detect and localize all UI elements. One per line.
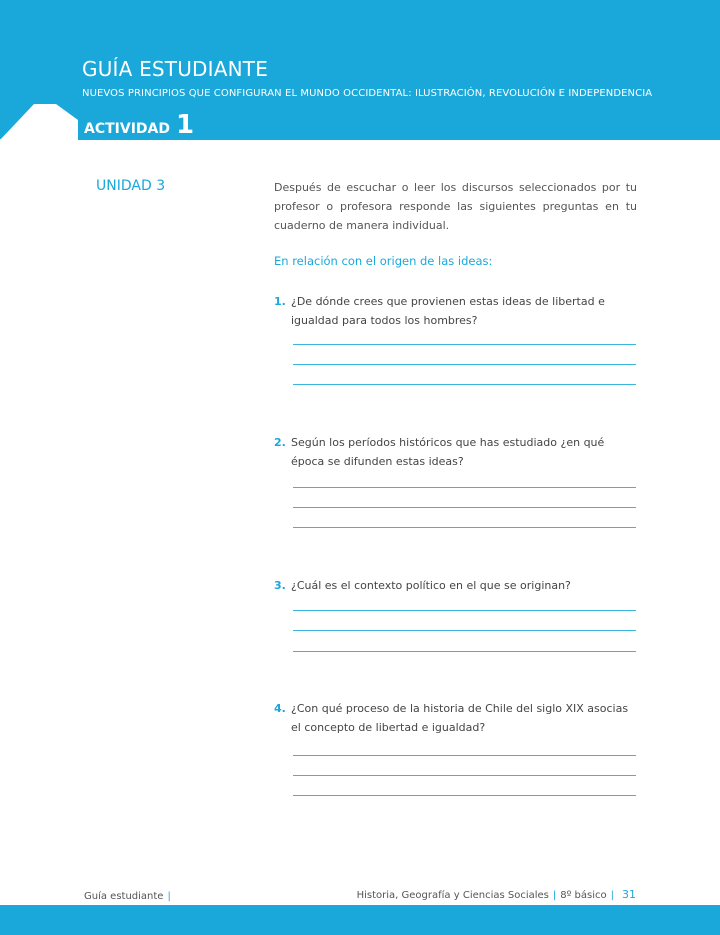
footer-right [357, 888, 636, 901]
question-text: Según los períodos históricos que has estudiado ¿en qué época se difunden estas ideas? [291, 436, 605, 468]
question-text: ¿Con qué proceso de la historia de Chile del siglo XIX asocias el concepto de libertad e igualdad? [291, 702, 629, 734]
question-number: 4. [274, 702, 286, 715]
activity-heading [84, 110, 194, 140]
footer-grade: 8º básico [560, 890, 607, 901]
question-4 [274, 699, 638, 737]
answer-line[interactable] [293, 795, 636, 796]
question-number: 3. [274, 579, 286, 592]
answer-line[interactable] [293, 610, 636, 611]
guide-title: GUÍA ESTUDIANTE [82, 57, 269, 81]
activity-notch [0, 104, 80, 140]
activity-number: 1 [176, 110, 195, 140]
answer-line[interactable] [293, 651, 636, 652]
activity-label: ACTIVIDAD [84, 121, 170, 137]
question-number: 2. [274, 436, 286, 449]
answer-line[interactable] [293, 755, 636, 756]
footer-separator: | [552, 890, 557, 901]
instructions-paragraph: Después de escuchar o leer los discursos seleccionados por tu profesor o profesora responde las siguientes preguntas en tu cuaderno de manera individual. [274, 181, 637, 232]
unit-label: UNIDAD 3 [96, 178, 166, 194]
footer-separator: | [167, 891, 171, 902]
question-2 [274, 433, 638, 471]
answer-line[interactable] [293, 775, 636, 776]
page-number: 31 [622, 888, 636, 901]
answer-line[interactable] [293, 384, 636, 385]
answer-line[interactable] [293, 630, 636, 631]
footer-separator: | [610, 890, 614, 901]
question-1 [274, 292, 638, 330]
answer-line[interactable] [293, 487, 636, 488]
guide-subtitle: NUEVOS PRINCIPIOS QUE CONFIGURAN EL MUNDO OCCIDENTAL: ILUSTRACIÓN, REVOLUCIÓN E INDEPENDENCIA [82, 88, 653, 99]
footer-bar [0, 905, 720, 935]
question-text: ¿Cuál es el contexto político en el que se originan? [291, 579, 571, 592]
footer-left [84, 891, 175, 902]
section-title: En relación con el origen de las ideas: [274, 254, 493, 268]
question-number: 1. [274, 295, 286, 308]
answer-line[interactable] [293, 364, 636, 365]
answer-line[interactable] [293, 344, 636, 345]
question-3 [274, 576, 638, 595]
question-text: ¿De dónde crees que provienen estas ideas de libertad e igualdad para todos los hombres? [291, 295, 605, 327]
footer-subject: Historia, Geografía y Ciencias Sociales [356, 890, 549, 901]
footer-guide-label: Guía estudiante [84, 891, 164, 902]
answer-line[interactable] [293, 507, 636, 508]
answer-line[interactable] [293, 527, 636, 528]
